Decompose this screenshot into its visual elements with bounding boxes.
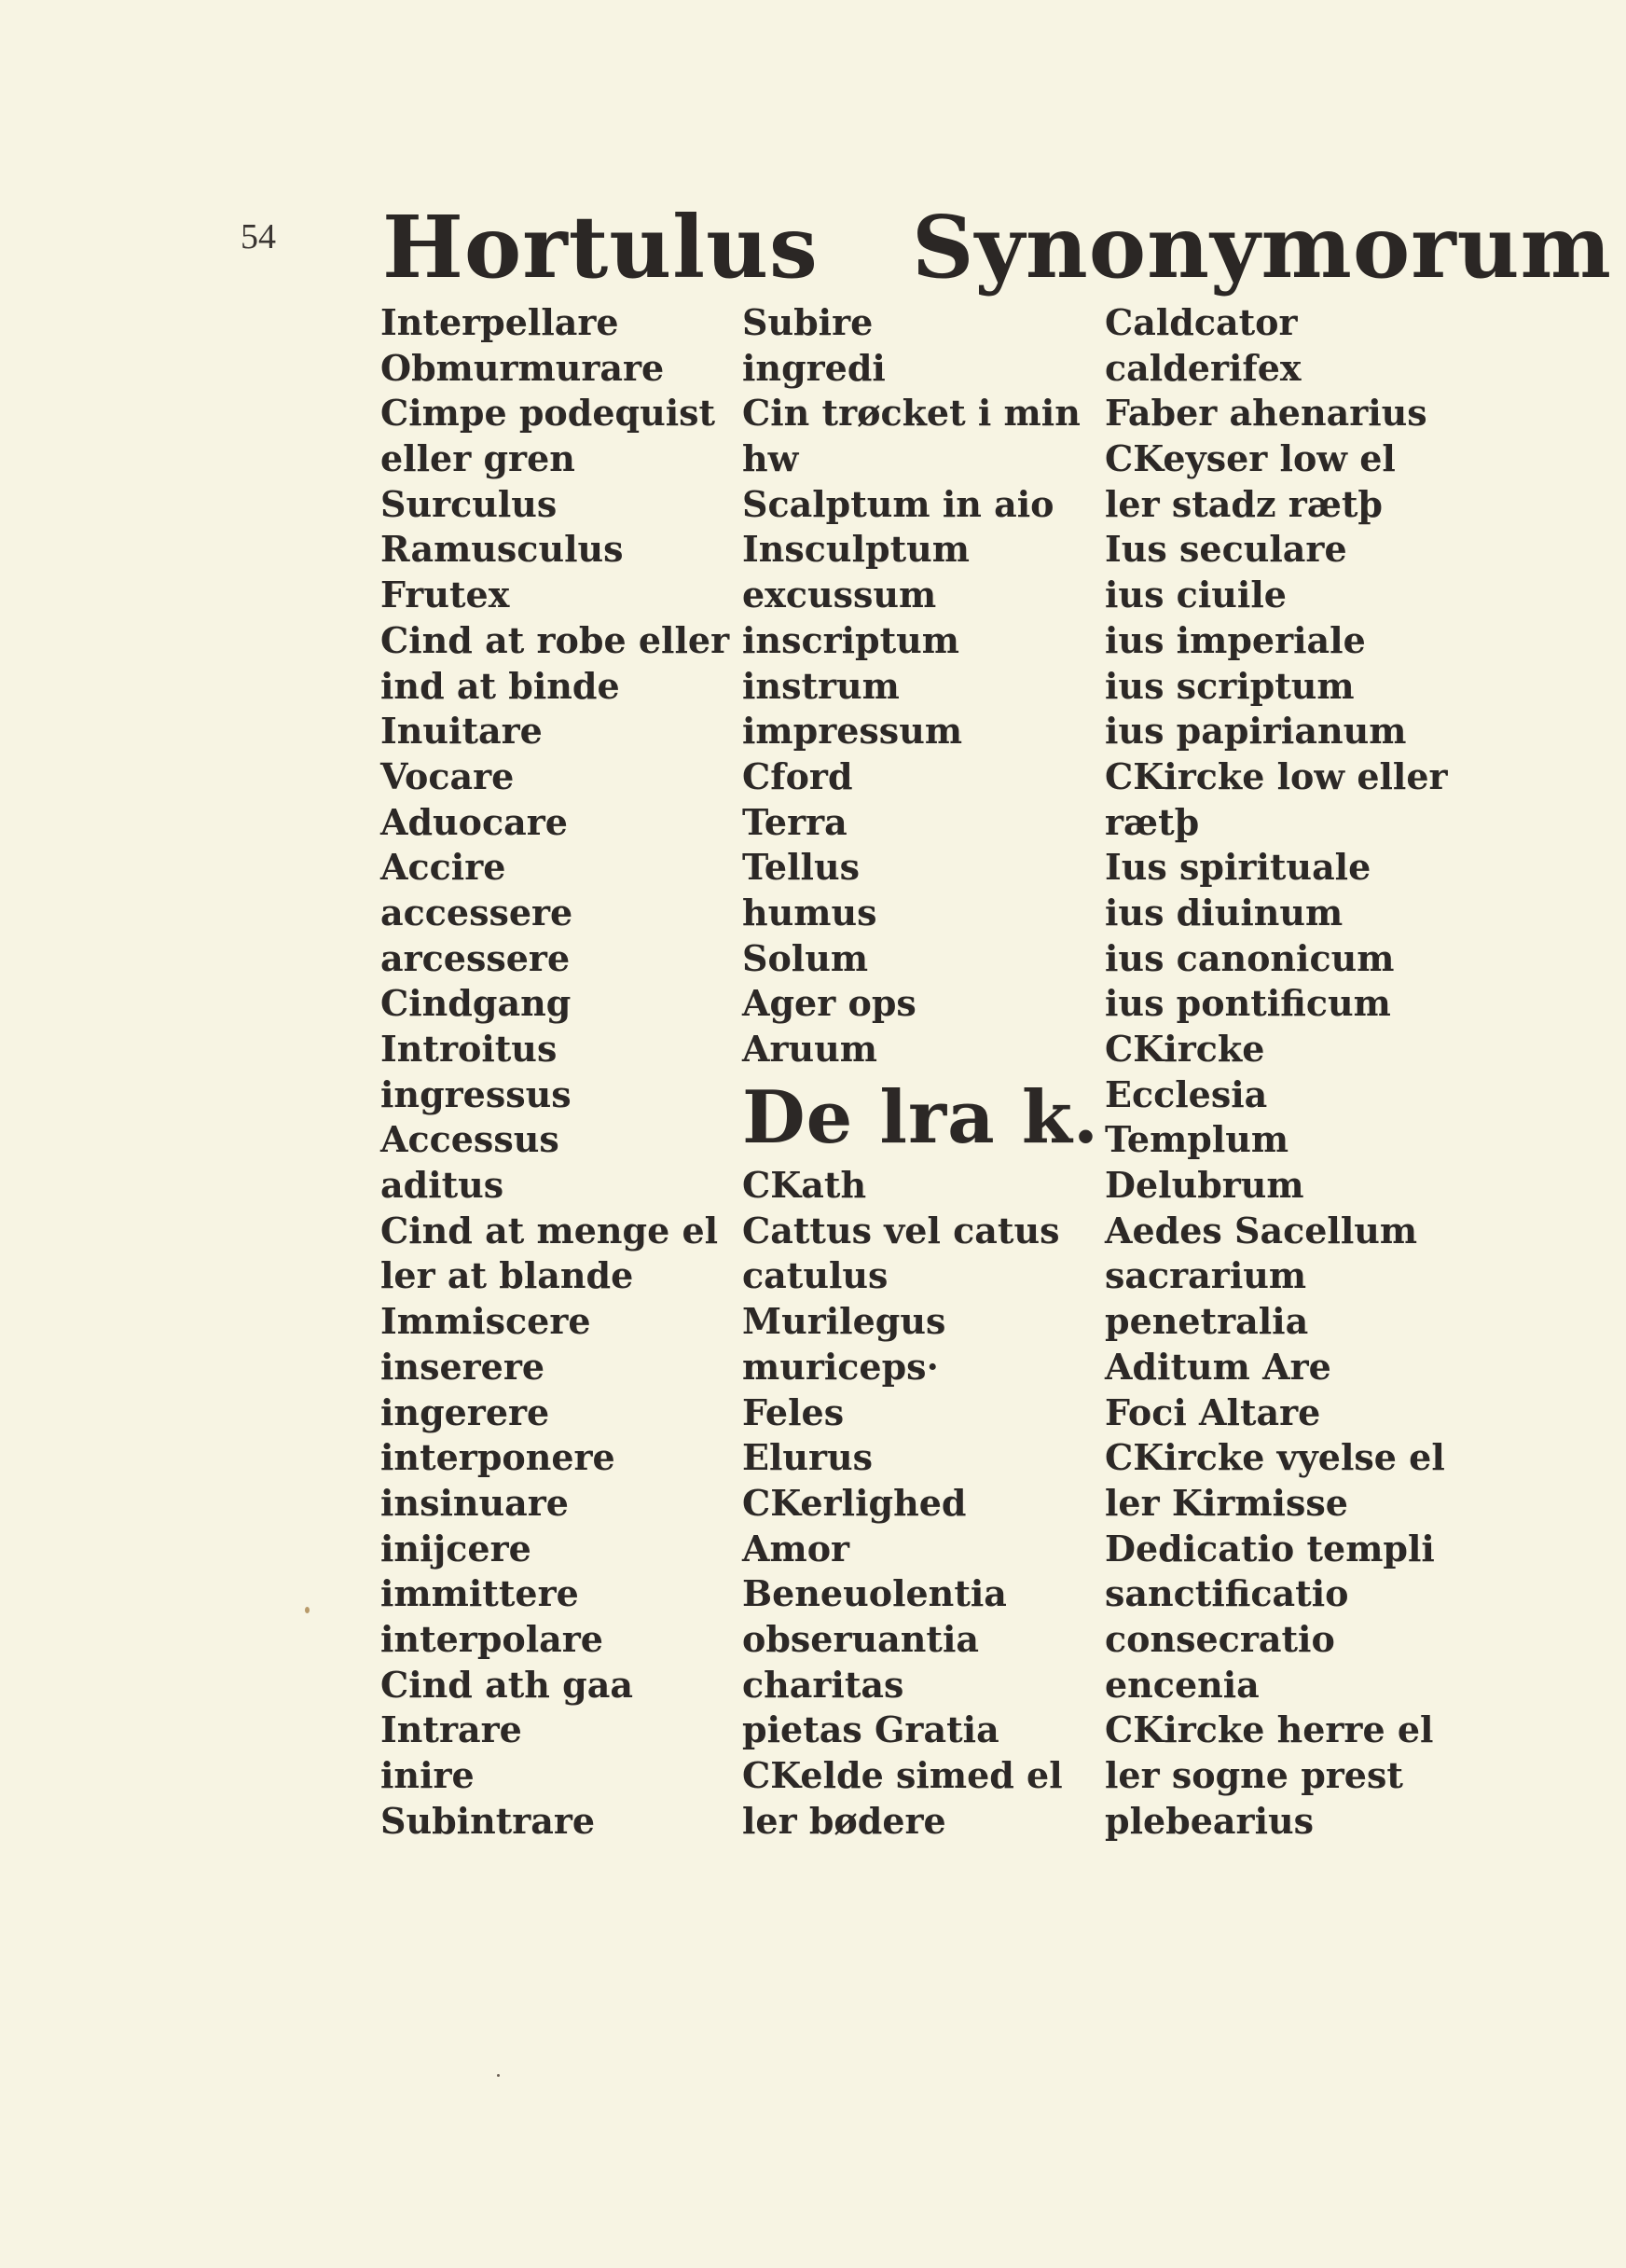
entry-line: instrum <box>742 664 900 707</box>
entry-line: CKircke herre el <box>1105 1708 1434 1751</box>
entry-line: Immiscere <box>380 1300 591 1343</box>
column-middle <box>742 300 1099 1844</box>
paper-blemish-spot <box>497 2074 500 2077</box>
entry-line: Aedes Sacellum <box>1105 1209 1418 1252</box>
entry-line: Frutex <box>380 574 510 616</box>
entry-line: Solum <box>742 936 869 979</box>
entry-line: Faber ahenarius <box>1105 392 1427 435</box>
entry-line: ler bødere <box>742 1799 946 1842</box>
page-number: 54 <box>241 217 276 256</box>
entry-line: immittere <box>380 1572 579 1615</box>
entry-line: CKircke <box>1105 1028 1265 1070</box>
entry-line: Delubrum <box>1105 1164 1304 1207</box>
section-heading-de-litera-k: De lra k. <box>742 1074 1100 1160</box>
entry-line: obseruantia <box>742 1617 979 1660</box>
entry-line: Caldcator <box>1105 301 1298 343</box>
entry-line: CKeyser low el <box>1105 437 1396 480</box>
entry-line: Foci Altare <box>1105 1390 1321 1433</box>
entry-line: ler stadz rætþ <box>1105 482 1384 525</box>
entry-line: Ius seculare <box>1105 528 1347 571</box>
entry-line: Aditum Are <box>1105 1345 1331 1388</box>
entry-line: charitas <box>742 1663 904 1706</box>
entry-line: Templum <box>1105 1118 1289 1161</box>
entry-line: ius ciuile <box>1105 574 1287 616</box>
entry-line: eller gren <box>380 437 575 480</box>
entry-line: humus <box>742 891 877 933</box>
entry-line: CKerlighed <box>742 1481 967 1524</box>
entry-line: Cford <box>742 754 853 797</box>
entry-line: Ecclesia <box>1105 1072 1268 1115</box>
entry-line: Aduocare <box>380 800 568 843</box>
entry-line: ius pontificum <box>1105 982 1391 1025</box>
entry-line: consecratio <box>1105 1617 1335 1660</box>
entry-line: Ramusculus <box>380 528 624 571</box>
entry-line: pietas Gratia <box>742 1708 999 1751</box>
entry-line: ingredi <box>742 346 886 389</box>
entry-line: Elurus <box>742 1436 874 1479</box>
entry-line: ind at binde <box>380 664 620 707</box>
entry-line: ler at blande <box>380 1254 634 1297</box>
entry-line: Ager ops <box>742 982 916 1025</box>
entry-line: interpolare <box>380 1617 603 1660</box>
entry-line: penetralia <box>1105 1300 1309 1343</box>
entry-line: plebearius <box>1105 1799 1315 1842</box>
entry-line: Cin trøcket i min <box>742 392 1081 435</box>
column-right <box>1105 300 1448 1844</box>
entry-line: muriceps· <box>742 1345 939 1388</box>
entry-line: arcessere <box>380 936 571 979</box>
entry-line: Aruum <box>742 1028 877 1070</box>
entry-line: CKath <box>742 1164 867 1207</box>
entry-line: Cind at robe eller <box>380 618 730 661</box>
entry-line: ius scriptum <box>1105 664 1355 707</box>
entry-line: Scalptum in aio <box>742 482 1054 525</box>
entry-line: interponere <box>380 1436 615 1479</box>
title-hortulus: Hortulus <box>382 197 819 297</box>
entry-line: calderifex <box>1105 346 1302 389</box>
entry-line: Murilegus <box>742 1300 946 1343</box>
entry-line: encenia <box>1105 1663 1260 1706</box>
entry-line: ler sogne prest <box>1105 1754 1403 1796</box>
entry-line: Cind ath gaa <box>380 1663 633 1706</box>
entry-line: excussum <box>742 574 937 616</box>
entry-line: ius imperiale <box>1105 618 1366 661</box>
entry-line: Interpellare <box>380 301 619 343</box>
entry-line: Cattus vel catus <box>742 1209 1060 1252</box>
entry-line: Amor <box>742 1527 850 1570</box>
entry-line: ius papirianum <box>1105 710 1407 753</box>
entry-line: Introitus <box>380 1028 558 1070</box>
entry-line: impressum <box>742 710 963 753</box>
entry-line: Cindgang <box>380 982 572 1025</box>
entry-line: Intrare <box>380 1708 522 1751</box>
entry-line: inijcere <box>380 1527 531 1570</box>
entry-line: CKelde simed el <box>742 1754 1063 1797</box>
entry-line: ius canonicum <box>1105 936 1395 979</box>
entry-line: Subire <box>742 301 874 343</box>
entry-line: inscriptum <box>742 618 960 661</box>
entry-line: aditus <box>380 1164 504 1207</box>
entry-line: Tellus <box>742 846 860 889</box>
entry-line: CKircke low eller <box>1105 754 1448 797</box>
entry-line: Subintrare <box>380 1799 596 1842</box>
entry-line: rætþ <box>1105 800 1200 843</box>
entry-line: Insculptum <box>742 528 970 571</box>
entry-line: catulus <box>742 1254 889 1297</box>
title-synonymorum: Synonymorum <box>912 197 1612 297</box>
entry-line: accessere <box>380 891 573 933</box>
entry-line: ius diuinum <box>1105 891 1344 933</box>
entry-line: inire <box>380 1754 475 1796</box>
entry-line: Accire <box>380 846 506 889</box>
entry-line: Surculus <box>380 482 558 525</box>
entry-line: Terra <box>742 800 847 843</box>
column-left <box>380 300 729 1844</box>
entry-line: Cimpe podequist <box>380 392 716 435</box>
entry-line: Dedicatio templi <box>1105 1527 1435 1570</box>
entry-line: CKircke vyelse el <box>1105 1436 1445 1479</box>
entry-line: ler Kirmisse <box>1105 1481 1348 1524</box>
entry-line: Accessus <box>380 1118 559 1161</box>
entry-line: insinuare <box>380 1481 569 1524</box>
entry-line: sanctificatio <box>1105 1572 1349 1615</box>
entry-line: Obmurmurare <box>380 346 665 389</box>
entry-line: ingressus <box>380 1072 572 1115</box>
entry-line: Feles <box>742 1390 845 1433</box>
entry-line: Cind at menge el <box>380 1209 719 1252</box>
entry-line: sacrarium <box>1105 1254 1307 1297</box>
paper-blemish-spot <box>305 1607 310 1613</box>
entry-line: Ius spirituale <box>1105 846 1371 889</box>
entry-line: Inuitare <box>380 710 543 753</box>
entry-line: ingerere <box>380 1390 550 1433</box>
entry-line: Beneuolentia <box>742 1572 1007 1615</box>
entry-line: Vocare <box>380 754 515 797</box>
entry-line: hw <box>742 437 799 480</box>
entry-line: inserere <box>380 1345 545 1388</box>
